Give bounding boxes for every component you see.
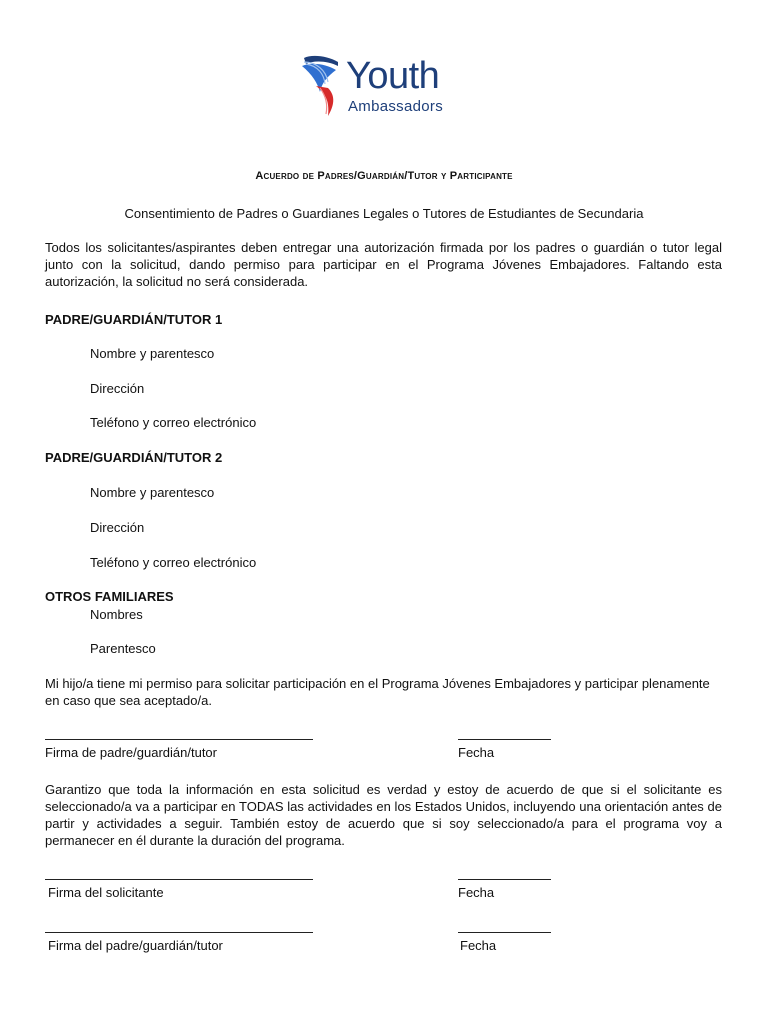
applicant-date-line[interactable] <box>458 879 551 880</box>
guardian1-name-label: Nombre y parentesco <box>90 346 215 361</box>
document-subtitle: Consentimiento de Padres o Guardianes Legales o Tutores de Estudiantes de Secundaria <box>124 206 644 221</box>
guardian-signature-label: Firma de padre/guardián/tutor <box>45 745 217 760</box>
applicant-signature-label: Firma del solicitante <box>48 885 164 900</box>
parent-date-line[interactable] <box>458 932 551 933</box>
permission-paragraph: Mi hijo/a tiene mi permiso para solicitar participación en el Programa Jóvenes Embajadores y participar plenamente en caso que sea aceptado/a. <box>45 676 710 708</box>
guardian2-heading: PADRE/GUARDIÁN/TUTOR 2 <box>45 450 223 465</box>
logo-word-youth: Youth <box>346 55 440 97</box>
parent-signature-label: Firma del padre/guardián/tutor <box>48 938 223 953</box>
intro-paragraph: Todos los solicitantes/aspirantes deben entregar una autorización firmada por los padres o guardián o tutor legal junto con la solicitud, dando permiso para participar en el Programa Jóvenes Embajadores. Faltando esta autorización, la solicitud no será considerada. <box>45 240 722 289</box>
guardian-date-label: Fecha <box>458 745 495 760</box>
guardian1-contact-label: Teléfono y correo electrónico <box>90 415 257 430</box>
guardian2-contact-label: Teléfono y correo electrónico <box>90 555 257 570</box>
parent-date-label: Fecha <box>460 938 497 953</box>
flag-swoosh-icon <box>298 52 348 122</box>
guardian1-heading: PADRE/GUARDIÁN/TUTOR 1 <box>45 312 223 327</box>
document-title: Acuerdo de Padres/Guardián/Tutor y Participante <box>255 170 513 182</box>
parent-signature-line[interactable] <box>45 932 313 933</box>
guarantee-paragraph: Garantizo que toda la información en esta solicitud es verdad y estoy de acuerdo de que si el solicitante es seleccionado/a va a participar en TODAS las actividades en los Estados Unidos, incluyendo una orientación antes de partir y actividades a seguir. También estoy de acuerdo que si soy seleccionado/a para el programa voy a permanecer en él durante la duración del programa. <box>45 782 722 848</box>
guardian1-address-label: Dirección <box>90 381 145 396</box>
logo-word-ambassadors: Ambassadors <box>348 98 444 115</box>
youth-ambassadors-logo <box>298 52 473 122</box>
guardian2-address-label: Dirección <box>90 520 145 535</box>
other-family-relation-label: Parentesco <box>90 641 156 656</box>
guardian-signature-line[interactable] <box>45 739 313 740</box>
guardian-date-line[interactable] <box>458 739 551 740</box>
other-family-heading: OTROS FAMILIARES <box>45 589 174 604</box>
guardian2-name-label: Nombre y parentesco <box>90 485 215 500</box>
applicant-signature-line[interactable] <box>45 879 313 880</box>
other-family-names-label: Nombres <box>90 607 143 622</box>
applicant-date-label: Fecha <box>458 885 495 900</box>
